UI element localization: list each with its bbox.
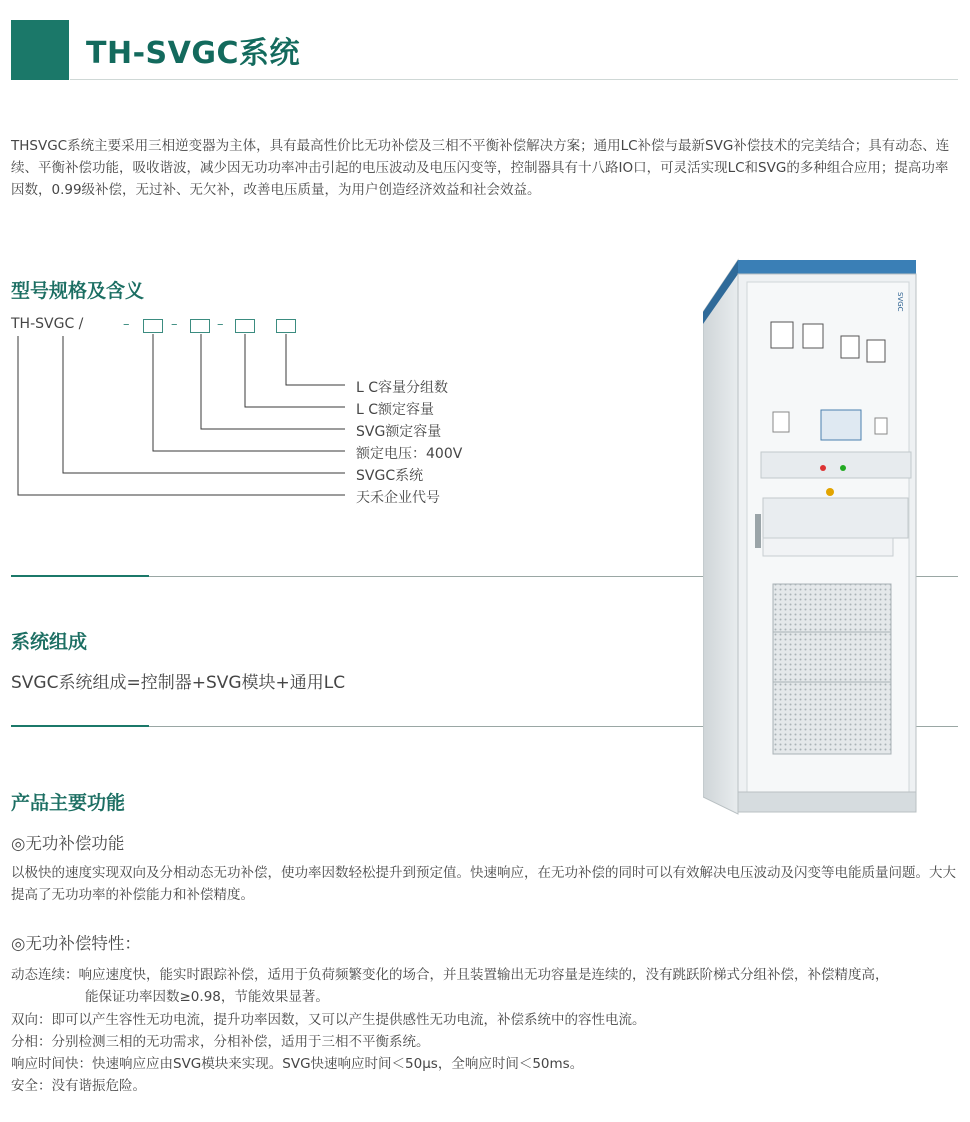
cabinet-badge-text: SVGC	[896, 292, 904, 312]
intro-paragraph: THSVGC系统主要采用三相逆变器为主体，具有最高性价比无功补偿及三相不平衡补偿解决方案；通用LC补偿与最新SVG补偿技术的完美结合；具有动态、连续、平衡补偿功能，吸收谐波，减少因无功功率冲击引起的电压波动及电压闪变等，控制器具有十八路IO口，可灵活实现LC和SVG的多种组合应用；提高功率因数，0.99级补偿，无过补、无欠补，改善电压质量，为用户创造经济效益和社会效益。	[11, 138, 950, 198]
model-dash: –	[171, 317, 178, 332]
feature-dynamic-continuous: 动态连续：响应速度快，能实时跟踪补偿，适用于负荷频繁变化的场合，并且装置输出无功容量是连续的，没有跳跃阶梯式分组补偿，补偿精度高，	[11, 967, 889, 983]
page-title: TH-SVGC系统	[86, 36, 300, 71]
svgc-cabinet-image	[703, 252, 925, 822]
section-divider-accent	[11, 725, 149, 727]
model-legend-connectors	[0, 0, 560, 520]
legend-company-code: 天禾企业代号	[356, 490, 440, 506]
feature-bidirectional: 双向：即可以产生容性无功电流，提升功率因数，又可以产生提供感性无功电流，补偿系统中的容性电流。	[11, 1012, 646, 1028]
legend-svg-rated-capacity: SVG额定容量	[356, 424, 442, 440]
model-code-prefix: TH-SVGC /	[11, 316, 84, 332]
feature-safety: 安全：没有谐振危险。	[11, 1078, 146, 1094]
reactive-comp-subheading: ◎无功补偿功能	[11, 834, 125, 853]
reactive-comp-description: 以极快的速度实现双向及分相动态无功补偿，使功率因数轻松提升到预定值。快速响应，在无功补偿的同时可以有效解决电压波动及闪变等电能质量问题。大大提高了无功功率的补偿能力和补偿精度。	[11, 865, 956, 903]
legend-svgc-system: SVGC系统	[356, 468, 424, 484]
legend-rated-voltage: 额定电压：400V	[356, 446, 463, 462]
section-divider-accent	[11, 575, 149, 577]
feature-fast-response: 响应时间快：快速响应应由SVG模块来实现。SVG快速响应时间＜50μs，全响应时间＜50ms。	[11, 1056, 584, 1072]
functions-heading: 产品主要功能	[11, 792, 126, 814]
composition-formula: SVGC系统组成=控制器+SVG模块+通用LC	[11, 673, 346, 693]
legend-lc-rated-capacity: L C额定容量	[356, 402, 435, 418]
feature-split-phase: 分相：分别检测三相的无功需求，分相补偿，适用于三相不平衡系统。	[11, 1034, 430, 1050]
feature-dynamic-continuous-cont: 能保证功率因数≥0.98，节能效果显著。	[85, 989, 329, 1005]
model-spec-heading: 型号规格及含义	[11, 280, 145, 302]
model-dash: –	[217, 317, 224, 332]
reactive-comp-features-subheading: ◎无功补偿特性：	[11, 934, 141, 953]
legend-lc-groups: L C容量分组数	[356, 380, 449, 396]
model-dash: –	[123, 317, 130, 332]
composition-heading: 系统组成	[11, 631, 88, 653]
